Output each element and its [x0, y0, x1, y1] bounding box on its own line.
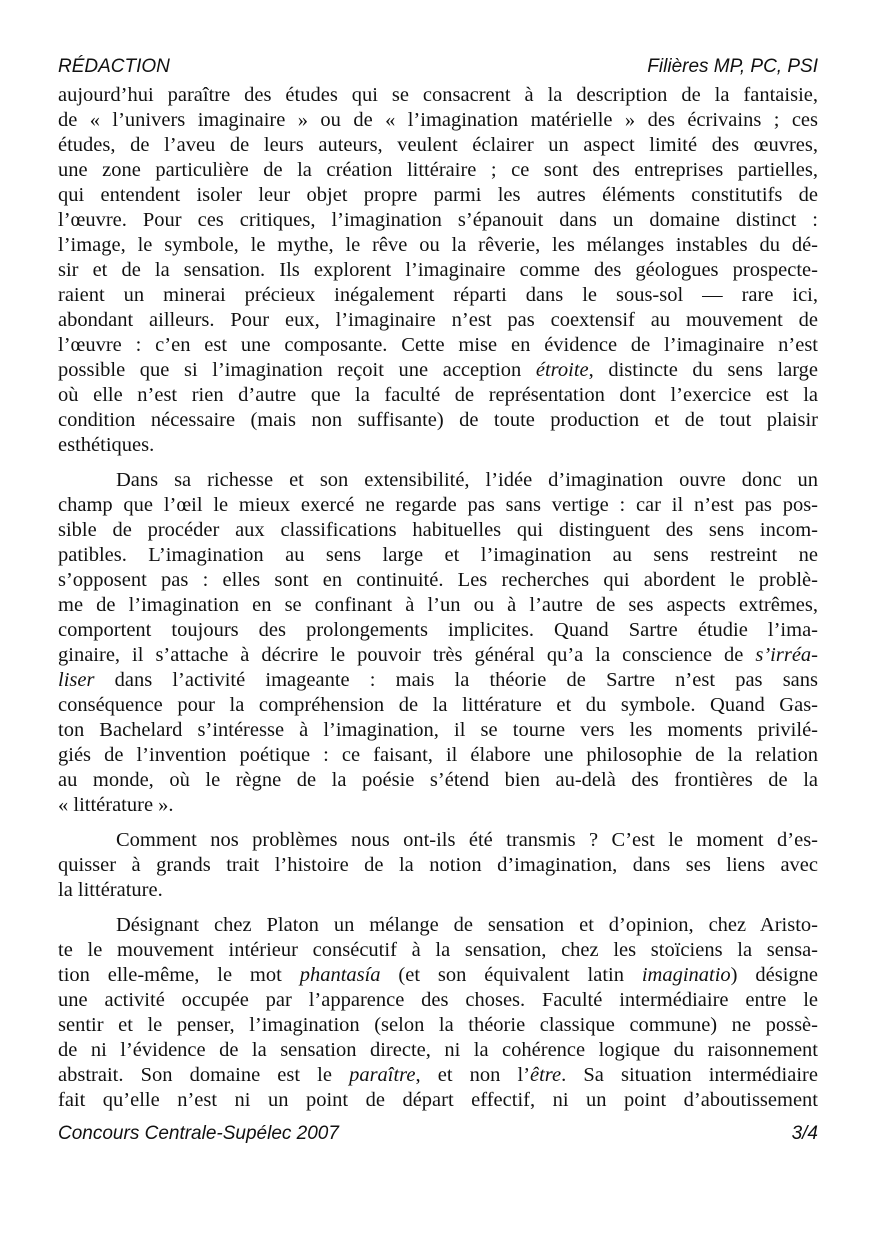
text-line	[58, 828, 818, 853]
text-segment: fait qu’elle n’est ni un point de départ effectif, ni un point d’aboutissement	[58, 1089, 818, 1111]
text-line	[58, 793, 818, 818]
text-line	[58, 568, 818, 593]
text-segment: , et non l’	[415, 1064, 531, 1086]
text-line	[58, 718, 818, 743]
text-segment: sentir et le penser, l’imagination (selon la théorie classique commune) ne possè-	[58, 1014, 818, 1036]
text-line	[58, 333, 818, 358]
text-line	[58, 408, 818, 433]
text-segment: ginaire, il s’attache à décrire le pouvoir très général qu’a la conscience de	[58, 644, 756, 666]
header-section-title: RÉDACTION	[58, 56, 170, 77]
text-line	[58, 543, 818, 568]
text-line	[58, 468, 818, 493]
text-segment: une activité occupée par l’apparence des choses. Faculté intermédiaire entre le	[58, 989, 818, 1011]
text-segment: tion elle-même, le mot	[58, 964, 300, 986]
text-line	[58, 668, 818, 693]
text-line	[58, 853, 818, 878]
paragraph	[58, 83, 818, 458]
italic-text: imaginatio	[641, 964, 731, 986]
page-number: 3/4	[791, 1123, 818, 1144]
text-segment: une zone particulière de la création littéraire ; ce sont des entreprises partielles,	[58, 159, 818, 181]
paragraph	[58, 913, 818, 1113]
text-segment: esthétiques.	[58, 434, 155, 456]
text-segment: Comment nos problèmes nous ont-ils été transmis ? C’est le moment d’es-	[116, 829, 818, 851]
text-line	[58, 1063, 818, 1088]
text-line	[58, 258, 818, 283]
text-segment: . Sa situation intermédiaire	[561, 1064, 818, 1086]
text-segment: raient un minerai précieux inégalement réparti dans le sous-sol — rare ici,	[58, 284, 818, 306]
italic-text: s’irréa-	[755, 644, 818, 666]
text-line	[58, 183, 818, 208]
text-segment: sible de procéder aux classifications habituelles qui distinguent des sens incom-	[58, 519, 818, 541]
text-segment: champ que l’œil le mieux exercé ne regarde pas sans vertige : car il n’est pas pos-	[58, 494, 818, 516]
italic-text: être	[530, 1064, 562, 1086]
text-line	[58, 593, 818, 618]
text-segment: te le mouvement intérieur consécutif à la sensation, chez les stoïciens la sensa-	[58, 939, 818, 961]
text-line	[58, 743, 818, 768]
text-line	[58, 158, 818, 183]
text-segment: dans l’activité imageante : mais la théorie de Sartre n’est pas sans	[94, 669, 818, 691]
text-line	[58, 618, 818, 643]
text-segment: me de l’imagination en se confinant à l’un ou à l’autre de ses aspects extrêmes,	[58, 594, 818, 616]
text-line	[58, 308, 818, 333]
text-segment: quisser à grands trait l’histoire de la notion d’imagination, dans ses liens avec	[58, 854, 818, 876]
text-segment: patibles. L’imagination au sens large et l’imagination au sens restreint ne	[58, 544, 818, 566]
paragraph	[58, 828, 818, 903]
text-line	[58, 1038, 818, 1063]
text-line	[58, 208, 818, 233]
text-line	[58, 518, 818, 543]
italic-text: paraître	[349, 1064, 416, 1086]
text-line	[58, 358, 818, 383]
text-segment: s’opposent pas : elles sont en continuité. Les recherches qui abordent le problè-	[58, 569, 818, 591]
text-segment: études, de l’aveu de leurs auteurs, veulent éclairer un aspect limité des œuvres,	[58, 134, 818, 156]
text-segment: la littérature.	[58, 879, 163, 901]
text-segment: (et son équivalent latin	[380, 964, 642, 986]
italic-text: liser	[58, 669, 95, 691]
text-segment: possible que si l’imagination reçoit une acception	[58, 359, 536, 381]
page-header	[58, 56, 818, 78]
text-segment: l’œuvre. Pour ces critiques, l’imagination s’épanouit dans un domaine distinct :	[58, 209, 818, 231]
text-line	[58, 988, 818, 1013]
text-line	[58, 913, 818, 938]
text-line	[58, 963, 818, 988]
text-segment: , distincte du sens large	[588, 359, 818, 381]
footer-exam-name: Concours Centrale-Supélec 2007	[58, 1123, 339, 1144]
text-segment: ton Bachelard s’intéresse à l’imagination, il se tourne vers les moments privilé-	[58, 719, 818, 741]
text-segment: qui entendent isoler leur objet propre parmi les autres éléments constitutifs de	[58, 184, 818, 206]
text-line	[58, 283, 818, 308]
text-segment: où elle n’est rien d’autre que la faculté de représentation dont l’exercice est la	[58, 384, 818, 406]
text-line	[58, 83, 818, 108]
text-segment: de « l’univers imaginaire » ou de « l’imagination matérielle » des écrivains ; ces	[58, 109, 818, 131]
text-line	[58, 233, 818, 258]
text-segment: aujourd’hui paraître des études qui se consacrent à la description de la fantaisie,	[58, 84, 818, 106]
text-segment: de ni l’évidence de la sensation directe, ni la cohérence logique du raisonnement	[58, 1039, 818, 1061]
text-segment: giés de l’invention poétique : ce faisant, il élabore une philosophie de la relation	[58, 744, 818, 766]
text-line	[58, 108, 818, 133]
text-segment: « littérature ».	[58, 794, 174, 816]
text-line	[58, 1088, 818, 1113]
italic-text: étroite	[535, 359, 589, 381]
text-line	[58, 938, 818, 963]
page-footer	[58, 1123, 818, 1145]
text-segment: au monde, où le règne de la poésie s’étend bien au-delà des frontières de la	[58, 769, 818, 791]
text-line	[58, 383, 818, 408]
text-line	[58, 133, 818, 158]
text-segment: l’image, le symbole, le mythe, le rêve ou la rêverie, les mélanges instables du dé-	[58, 234, 818, 256]
text-line	[58, 1013, 818, 1038]
document-body	[58, 83, 818, 1123]
text-segment: l’œuvre : c’en est une composante. Cette mise en évidence de l’imaginaire n’est	[58, 334, 818, 356]
text-line	[58, 768, 818, 793]
text-line	[58, 693, 818, 718]
text-segment: conséquence pour la compréhension de la littérature et du symbole. Quand Gas-	[58, 694, 818, 716]
paragraph	[58, 468, 818, 818]
text-segment: Désignant chez Platon un mélange de sensation et d’opinion, chez Aristo-	[116, 914, 818, 936]
text-segment: Dans sa richesse et son extensibilité, l’idée d’imagination ouvre donc un	[116, 469, 818, 491]
text-segment: abstrait. Son domaine est le	[58, 1064, 350, 1086]
text-line	[58, 643, 818, 668]
text-segment: condition nécessaire (mais non suffisante) de toute production et de tout plaisir	[58, 409, 818, 431]
text-line	[58, 878, 818, 903]
text-segment: abondant ailleurs. Pour eux, l’imaginaire n’est pas coextensif au mouvement de	[58, 309, 818, 331]
text-segment: sir et de la sensation. Ils explorent l’imaginaire comme des géologues prospecte-	[58, 259, 818, 281]
header-streams: Filières MP, PC, PSI	[647, 56, 818, 77]
italic-text: phantasía	[299, 964, 381, 986]
text-line	[58, 433, 818, 458]
text-line	[58, 493, 818, 518]
text-segment: comportent toujours des prolongements implicites. Quand Sartre étudie l’ima-	[58, 619, 818, 641]
text-segment: ) désigne	[730, 964, 818, 986]
